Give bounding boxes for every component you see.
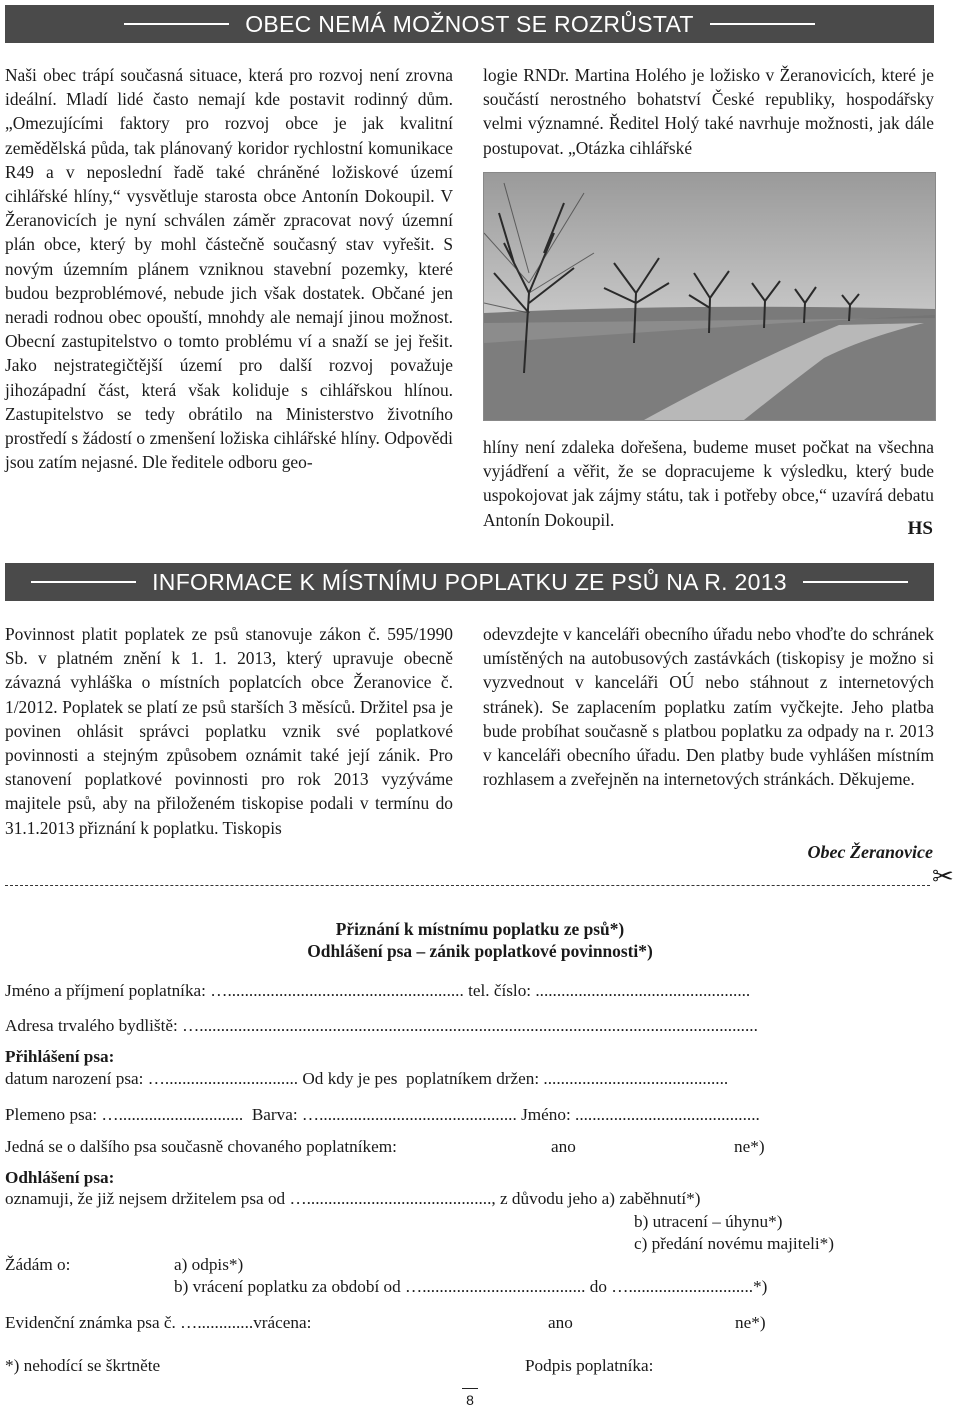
article2-signature: Obec Žeranovice [807,842,933,862]
article2-column2: odevzdejte v kanceláři obecního úřadu nebo vhoďte do schránek umístěných na autobusových zastávkách (tiskopisy je možno si vyzvednout v kanceláři OÚ nebo stáhnout z internetových stránek). Se zaplacením poplatku zatím vyčkejte. Jeho platba bude probíhat současně s platbou poplatku za odpady na r. 2013 v kanceláři obecního úřadu. Den platby bude vyhlášen místním rozhlasem a zveřejněn na internetových stránkách. Děkujeme. [483,624,934,790]
form-header [0,918,960,962]
form-line-other-dog: Jedná se o dalšího psa současně chovaného poplatníkem: [5,1137,397,1156]
banner-rule-left [124,23,229,25]
article1-column2-bottom: hlíny není zdaleka dořešena, budeme muset počkat na všechna vyjádření a věřit, že se dopracujeme k výsledku, který bude uspokojovat jak zájmy státu, tak i potřeby obce,“ uzavírá debatu Antonín Dokoupil. [483,437,934,530]
reason-c[interactable]: c) předání novému majiteli*) [634,1234,834,1253]
form-line-address[interactable]: Adresa trvalého bydliště: ….................................................................................................................................. [5,1016,758,1035]
section-title-1: OBEC NEMÁ MOŽNOST SE ROZRŮSTAT [245,10,694,37]
form-title-1: Přiznání k místnímu poplatku ze psů*) [335,919,625,939]
option-yes-2[interactable]: ano [548,1313,573,1332]
form-line-birth[interactable]: datum narození psa: …............................... Od kdy je pes poplatníkem držen: ........................................... [5,1069,729,1088]
form-title-2: Odhlášení psa – zánik poplatkové povinnosti*) [307,941,653,961]
section-banner-1 [5,5,934,43]
option-no-1[interactable]: ne*) [734,1137,765,1156]
form-line-name[interactable]: Jméno a příjmení poplatníka: …....................................................... tel. číslo: .................................................. [5,981,751,1000]
reason-b[interactable]: b) utracení – úhynu*) [634,1212,783,1231]
option-yes-1[interactable]: ano [551,1137,576,1156]
form-line-breed[interactable]: Plemeno psa: …............................. Barva: ….............................................. Jméno: ........................................... [5,1105,760,1124]
banner-rule-right [803,581,908,583]
request-label: Žádám o: [5,1255,71,1274]
request-b[interactable]: b) vrácení poplatku za období od …...................................... do ….............................*) [174,1277,768,1296]
registration-heading: Přihlášení psa: [5,1047,115,1066]
scissors-icon: ✂ [932,862,954,891]
request-a[interactable]: a) odpis*) [174,1255,244,1274]
section-title-2: INFORMACE K MÍSTNÍMU POPLATKU ZE PSŮ NA R. 2013 [152,568,787,595]
option-no-2[interactable]: ne*) [735,1313,766,1332]
form-line-tag[interactable]: Evidenční známka psa č. ….............vrácena: [5,1313,312,1332]
deregistration-heading: Odhlášení psa: [5,1168,115,1187]
article1-signature: HS [907,518,933,539]
article2-column1: Povinnost platit poplatek ze psů stanovuje zákon č. 595/1990 Sb. v platném znění k 1. 1. 2013, který upravuje obecně závazná vyhláška o místních poplatcích obce Žeranovice č. 1/2012. Poplatek se platí ze psů starších 3 měsíců. Držitel psa je povinen ohlásit správci poplatku vznik své poplatkové povinnosti a stejným způsobem oznámit také její zánik. Pro stanovení poplatkové povinnosti pro rok 2013 vyzýváme majitele psů, aby na přiloženém tiskopise podali v termínu do 31.1.2013 přiznání k poplatku. Tiskopis [5,624,453,838]
article1-column1: Naši obec trápí současná situace, která pro rozvoj není zrovna ideální. Mladí lidé často nemají kde postavit rodinný dům. „Omezujícími faktory pro rozvoj obce je jak kvalitní zemědělská půda, tak plánovaný koridor rychlostní komunikace R49 a v neposlední řadě také chráněné ložiskové území cihlářské hlíny,“ vysvětluje starosta obce Antonín Dokoupil. V Žeranovicích je nyní schválen záměr zpracovat nový územní plán obce, který by mohl částečně současný stav vyřešit. S novým územním plánem vzniknou stavební pozemky, které budou bezproblémové, nebude jich však dostatek. Občané jen neradi rodnou obec opouští, mnohdy ale nemají jinou možnost. Obecní zastupitelstvo o tomto problému ví a snaží se jej řešit. Jako nejstrategičtější území pro další rozvoj považuje jihozápadní část, která však koliduje s cihlářskou hlínou. Zastupitelstvo se tedy obrátilo na Ministerstvo životního prostředí s žádostí o zmenšení ložiska cihlářské hlíny. Odpovědi jsou zatím nejasné. Dle ředitele odboru geo- [5,65,453,473]
banner-rule-left [31,581,136,583]
footnote: *) nehodící se škrtněte [5,1356,161,1375]
article1-column2-top: logie RNDr. Martina Holého je ložisko v Žeranovicích, které je součástí nerostného bohatství České republiky, hospodářsky velmi významné. Ředitel Holý také navrhuje možnosti, jak dále postupovat. „Otázka cihlářské [483,65,934,158]
signature-label: Podpis poplatníka: [525,1356,654,1375]
form-line-dereg[interactable]: oznamuji, že již nejsem držitelem psa od …..........................................., z důvodu jeho a) zaběhnutí*) [5,1189,701,1208]
page-number: 8 [462,1388,478,1408]
section-banner-2 [5,563,934,601]
landscape-photo [483,172,936,421]
banner-rule-right [710,23,815,25]
cut-line [5,885,930,886]
